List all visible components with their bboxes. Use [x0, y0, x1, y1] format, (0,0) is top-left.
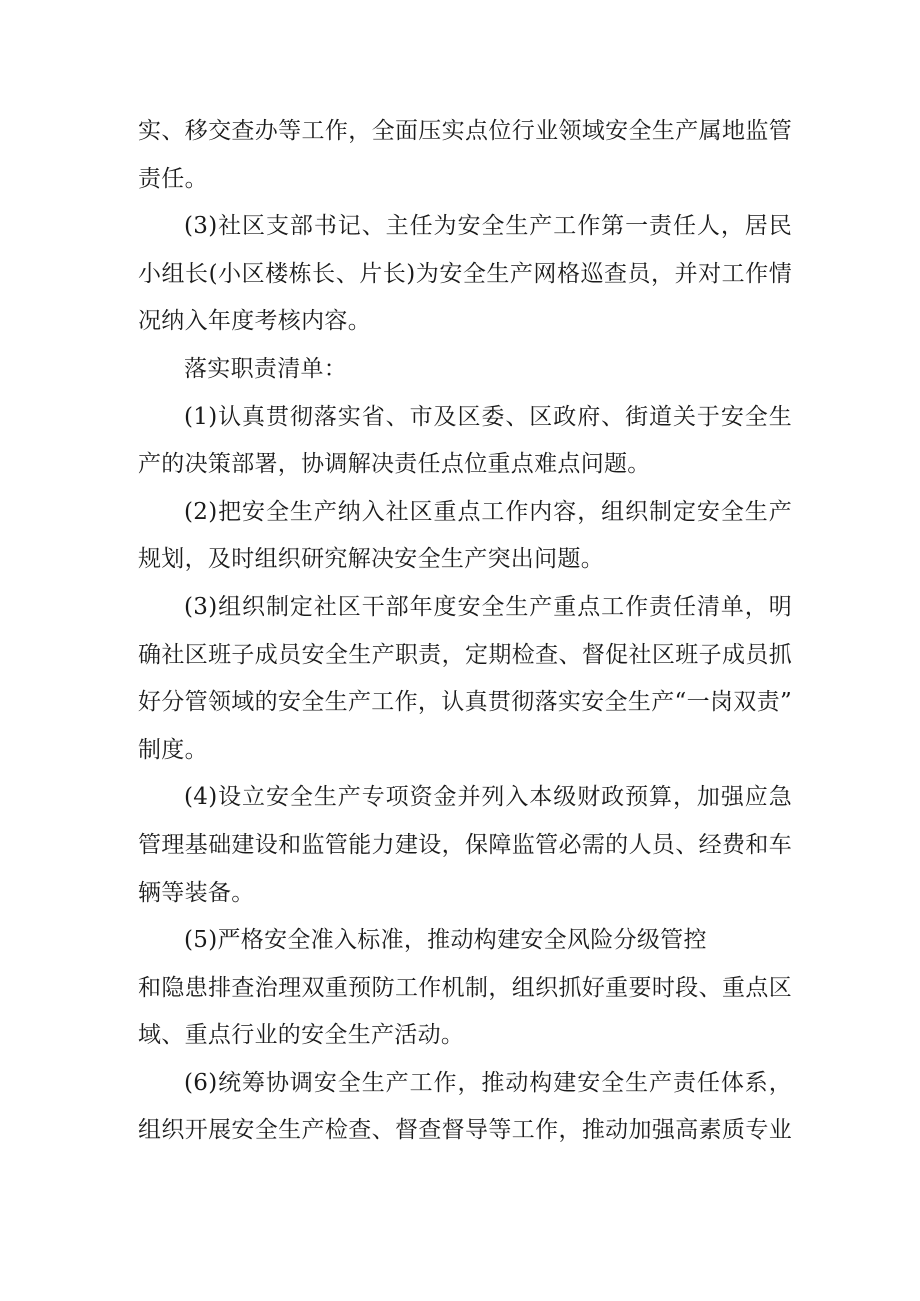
text-line: 规划，及时组织研究解决安全生产突出问题。 — [138, 546, 604, 573]
text-line: (6)统筹协调安全生产工作，推动构建安全生产责任体系， — [184, 1069, 792, 1096]
text-line: 好分管领域的安全生产工作，认真贯彻落实安全生产“一岗双责” — [138, 689, 792, 716]
text-line: 组织开展安全生产检查、督查督导等工作，推动加强高素质专业 — [138, 1117, 792, 1144]
text-line: 责任。 — [138, 165, 208, 192]
text-line: 制度。 — [138, 736, 208, 763]
document-body — [138, 108, 792, 1155]
text-line: (3)组织制定社区干部年度安全生产重点工作责任清单，明 — [184, 593, 792, 620]
text-line: 产的决策部署，协调解决责任点位重点难点问题。 — [138, 451, 651, 478]
text-line: 和隐患排查治理双重预防工作机制，组织抓好重要时段、重点区 — [138, 974, 792, 1001]
text-line: 实、移交查办等工作，全面压实点位行业领域安全生产属地监管 — [138, 118, 792, 144]
text-line: 辆等装备。 — [138, 879, 255, 906]
text-line: (1)认真贯彻落实省、市及区委、区政府、街道关于安全生 — [184, 403, 792, 430]
text-line: (2)把安全生产纳入社区重点工作内容，组织制定安全生产 — [184, 498, 792, 525]
text-line: 确社区班子成员安全生产职责，定期检查、督促社区班子成员抓 — [138, 641, 792, 668]
text-line: (4)设立安全生产专项资金并列入本级财政预算，加强应急 — [184, 784, 792, 811]
section-heading: 落实职责清单： — [184, 355, 348, 382]
text-line: (3)社区支部书记、主任为安全生产工作第一责任人，居民 — [184, 213, 792, 240]
text-line: 小组长(小区楼栋长、片长)为安全生产网格巡查员，并对工作情 — [138, 260, 792, 287]
text-line: 管理基础建设和监管能力建设，保障监管必需的人员、经费和车 — [138, 831, 792, 858]
text-line: 域、重点行业的安全生产活动。 — [138, 1022, 465, 1049]
text-line: 况纳入年度考核内容。 — [138, 308, 371, 335]
text-line: (5)严格安全准入标准，推动构建安全风险分级管控 — [184, 927, 707, 954]
